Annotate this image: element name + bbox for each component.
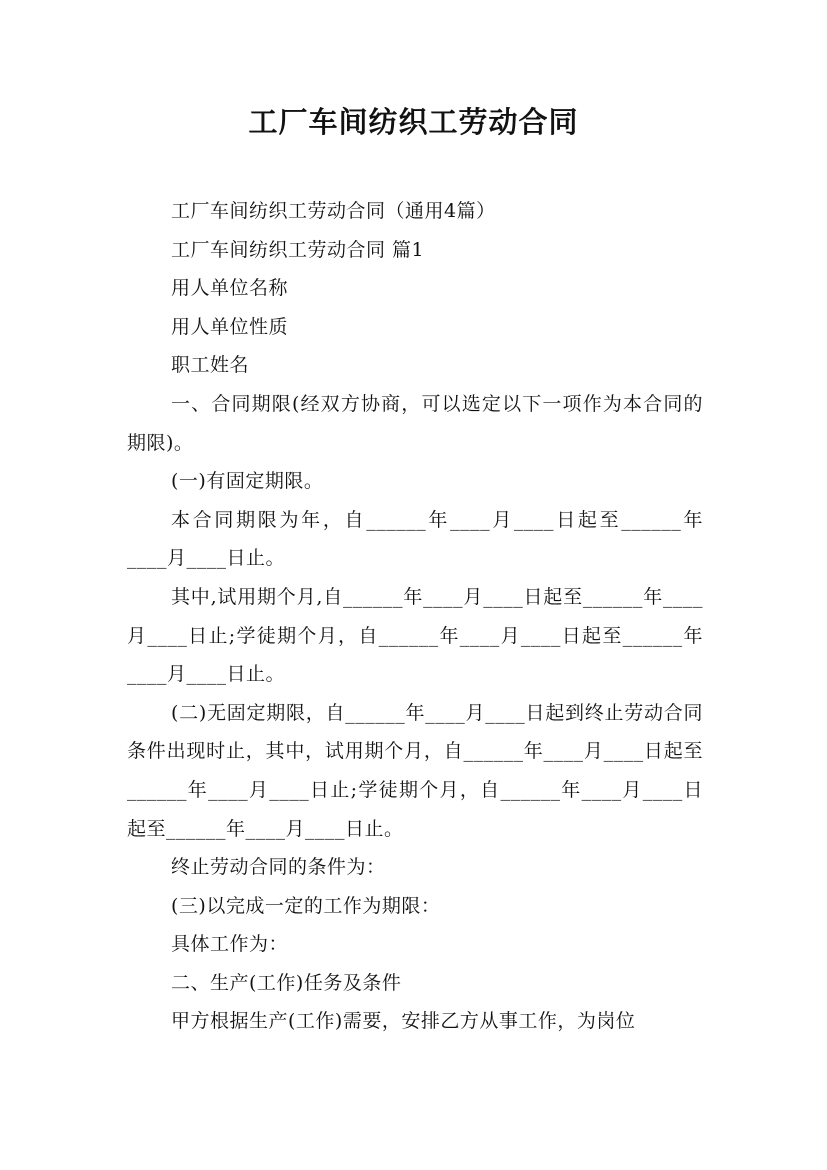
paragraph-open-ended-term: (二)无固定期限，自______年____月____日起到终止劳动合同条件出现时止，其中，试用期个月，自______年____月____日起至______年____月____日止;学徒期个月，自______年____月____日起至______年____月____日止。	[127, 701, 703, 840]
paragraph-section-term: 一、合同期限(经双方协商，可以选定以下一项作为本合同的期限)。	[127, 392, 703, 454]
paragraph-specific-work: 具体工作为：	[171, 933, 289, 956]
paragraph-employer-nature: 用人单位性质	[171, 315, 289, 338]
paragraph-employer-name: 用人单位名称	[171, 277, 289, 300]
paragraph-fixed-term: (一)有固定期限。	[171, 470, 324, 493]
paragraph-termination-conditions: 终止劳动合同的条件为：	[171, 856, 386, 879]
paragraph-task-based-term: (三)以完成一定的工作为期限：	[171, 894, 441, 917]
paragraph-probation-period: 其中,试用期个月,自______年____月____日起至______年____月____日止;学徒期个月，自______年____月____日起至______年____月____日止。	[127, 585, 703, 686]
document-title: 工厂车间纺织工劳动合同	[248, 105, 579, 139]
paragraph-article-heading: 工厂车间纺织工劳动合同 篇1	[171, 238, 425, 261]
paragraph-section-tasks: 二、生产(工作)任务及条件	[171, 971, 402, 994]
paragraph-employee-name: 职工姓名	[171, 354, 250, 377]
paragraph-fixed-term-period: 本合同期限为年，自______年____月____日起至______年____月____日止。	[127, 508, 703, 570]
paragraph-collection-heading: 工厂车间纺织工劳动合同（通用4篇）	[171, 200, 496, 222]
document-body	[127, 192, 703, 1041]
paragraph-job-assignment: 甲方根据生产(工作)需要，安排乙方从事工作，为岗位	[171, 1010, 636, 1033]
